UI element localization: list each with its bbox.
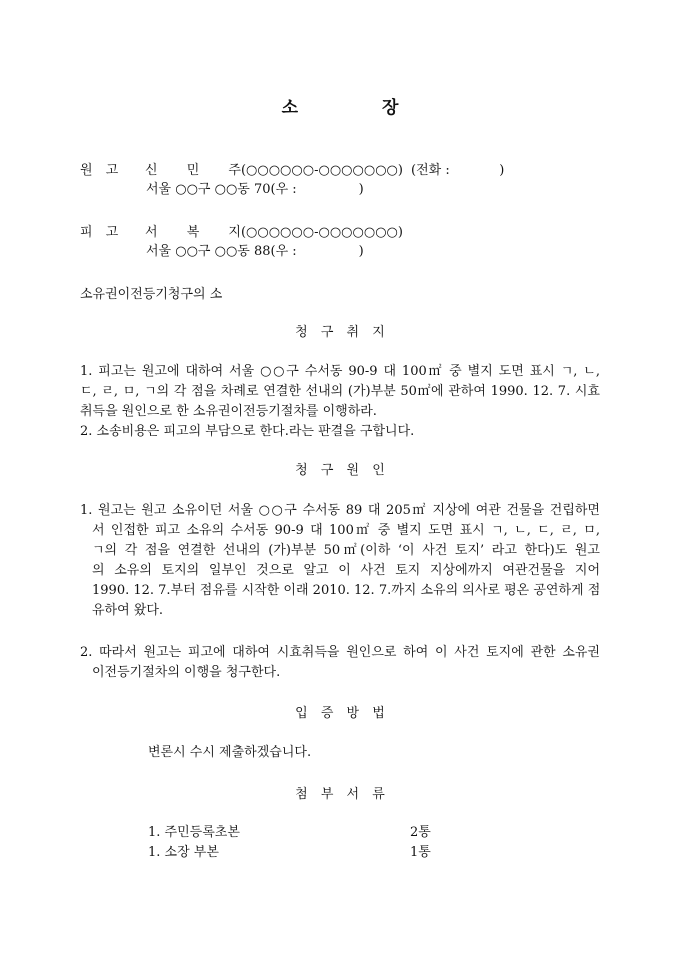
plaintiff-phone: (전화 : )	[411, 163, 505, 178]
defendant-id-number: (○○○○○○-○○○○○○○)	[240, 225, 403, 240]
cause-line: 이전등기절차의 이행을 청구한다.	[92, 665, 281, 680]
evidence-text: 변론시 수시 제출하겠습니다.	[148, 745, 312, 760]
cause-line: 유하여 왔다.	[92, 603, 164, 618]
document-title: 소 장	[281, 98, 399, 118]
defendant-label: 피 고	[80, 225, 119, 240]
plaintiff-label: 원 고	[80, 163, 119, 178]
attachment-item-count: 1통	[410, 845, 431, 860]
cause-line: 1. 원고는 원고 소유이던 서울 ○○구 수서동 89 대 205㎡ 지상에 여관 건물을 건립하면	[80, 503, 600, 518]
cause-line: 2. 따라서 원고는 피고에 대하여 시효취득을 원인으로 하여 이 사건 토지에 관한 소유권	[80, 645, 600, 660]
purpose-line: 취득을 원인으로 한 소유권이전등기절차를 이행하라.	[80, 404, 377, 419]
cause-line: 1990. 12. 7.부터 점유를 시작한 이래 2010. 12. 7.까지 소유의 의사로 평온 공연하게 점	[92, 583, 601, 598]
defendant-name: 서 복 지	[145, 225, 241, 240]
attachment-item-name: 1. 소장 부본	[148, 845, 219, 860]
purpose-line: 2. 소송비용은 피고의 부담으로 한다.라는 판결을 구합니다.	[80, 424, 415, 439]
plaintiff-name-row	[145, 161, 403, 181]
purpose-heading: 청 구 취 지	[295, 325, 385, 340]
evidence-heading: 입 증 방 법	[295, 706, 385, 721]
attachment-item-count: 2통	[410, 825, 431, 840]
purpose-line: ㄷ, ㄹ, ㅁ, ㄱ의 각 점을 차례로 연결한 선내의 (가)부분 50㎡에 관하여 1990. 12. 7. 시효	[80, 384, 600, 399]
purpose-line: 1. 피고는 원고에 대하여 서울 ○○구 수서동 90-9 대 100㎡ 중 별지 도면 표시 ㄱ, ㄴ,	[80, 364, 600, 379]
plaintiff-address: 서울 ○○구 ○○동 70(우 : )	[146, 182, 364, 197]
cause-line: 의 소유의 토지의 일부인 것으로 알고 이 사건 토지 지상에까지 여관건물을 지어	[92, 563, 600, 578]
cause-line: ㄱ의 각 점을 연결한 선내의 (가)부분 50㎡(이하 ‘이 사건 토지’ 라고 한다)도 원고	[92, 543, 600, 558]
cause-line: 서 인접한 피고 소유의 수서동 90-9 대 100㎡ 중 별지 도면 표시 ㄱ, ㄴ, ㄷ, ㄹ, ㅁ,	[92, 523, 600, 538]
plaintiff-id-number: (○○○○○○-○○○○○○○)	[240, 163, 403, 178]
plaintiff-name: 신 민 주	[145, 163, 241, 178]
defendant-name-row	[145, 223, 403, 243]
cause-heading: 청 구 원 인	[295, 463, 385, 478]
attachments-heading: 첨 부 서 류	[295, 787, 385, 802]
case-name: 소유권이전등기청구의 소	[80, 287, 223, 302]
defendant-address: 서울 ○○구 ○○동 88(우 : )	[146, 244, 364, 259]
attachment-item-name: 1. 주민등록초본	[148, 825, 240, 840]
